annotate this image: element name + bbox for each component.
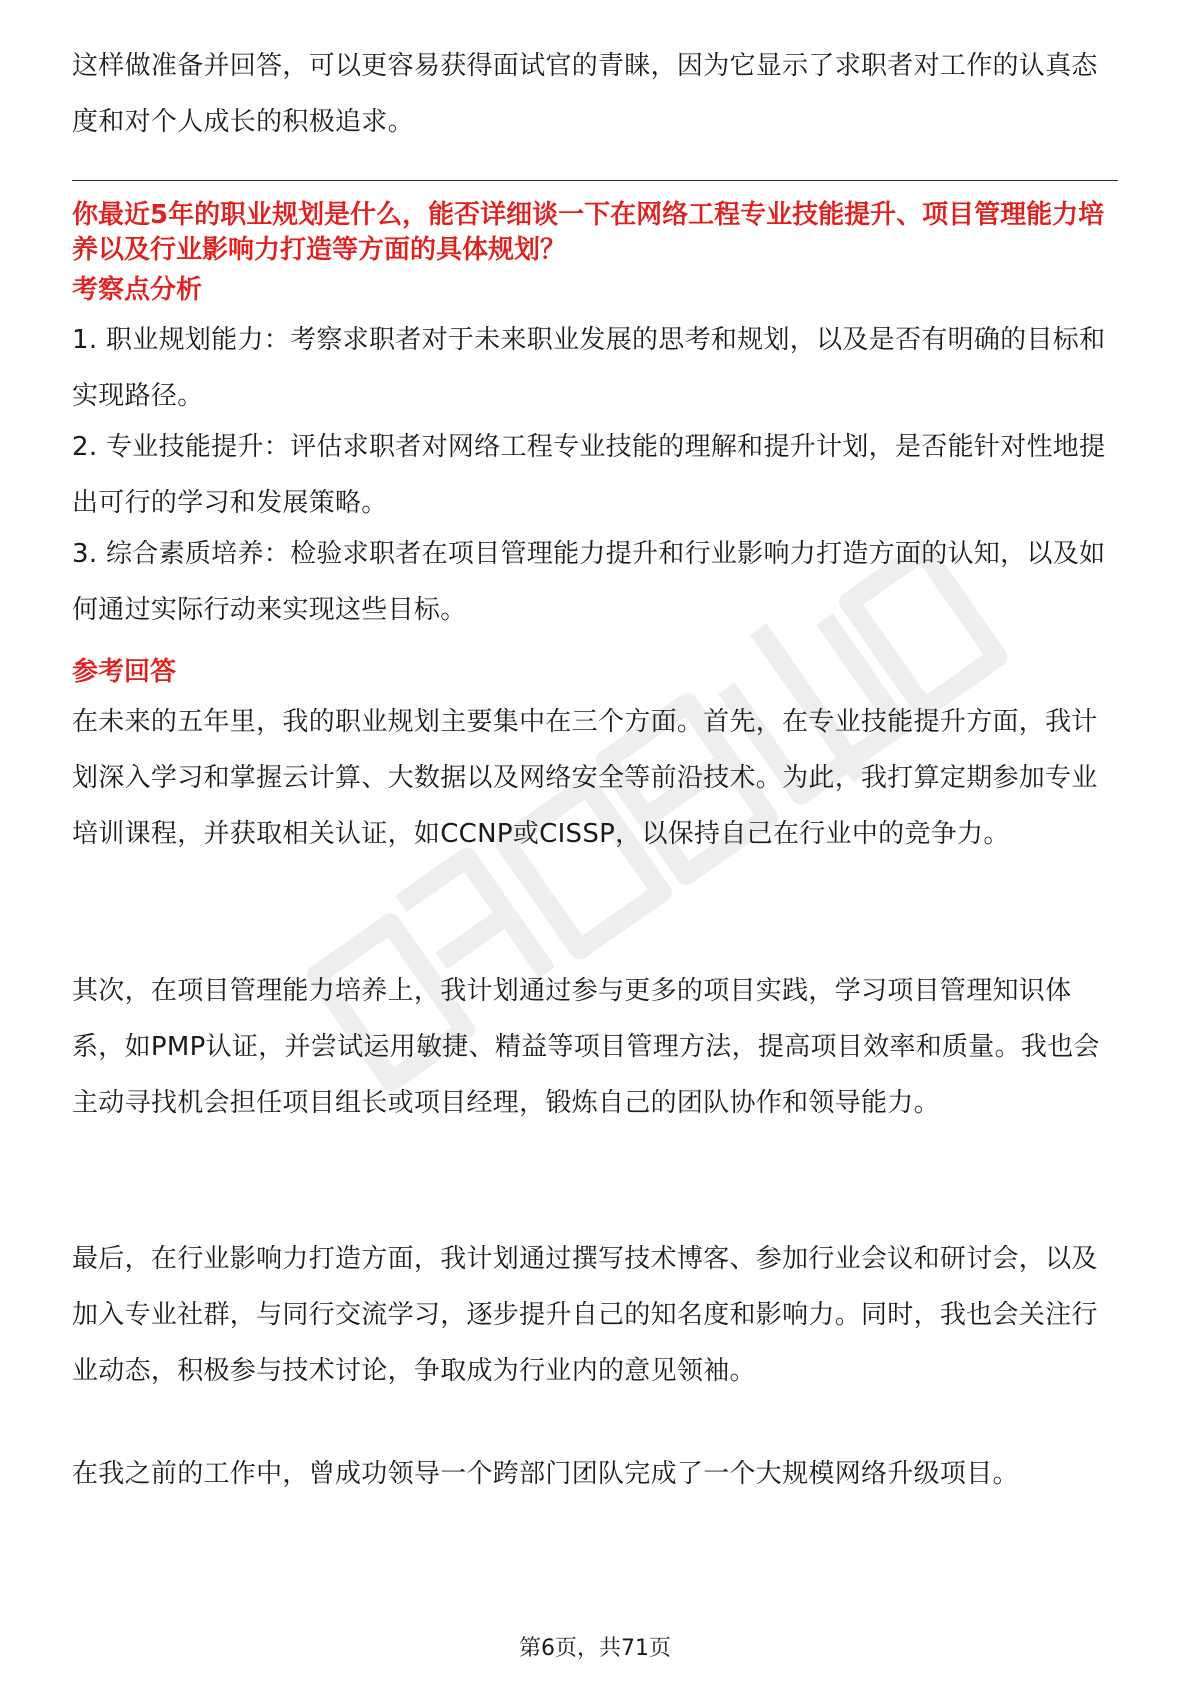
section-divider [72, 180, 1118, 181]
analysis-item-1: 1. 职业规划能力：考察求职者对于未来职业发展的思考和规划，以及是否有明确的目标和实现路径。 [72, 325, 1106, 411]
answer-paragraph-1: 在未来的五年里，我的职业规划主要集中在三个方面。首先，在专业技能提升方面，我计划深入学习和掌握云计算、大数据以及网络安全等前沿技术。为此，我打算定期参加专业培训课程，并获取相关认证，如CCNP或CISSP，以保持自己在行业中的竞争力。 [72, 707, 1098, 849]
answer-heading: 参考回答 [72, 657, 177, 687]
interview-question: 你最近5年的职业规划是什么，能否详细谈一下在网络工程专业技能提升、项目管理能力培养以及行业影响力打造等方面的具体规划？ [72, 200, 1105, 265]
analysis-item-3: 3. 综合素质培养：检验求职者在项目管理能力提升和行业影响力打造方面的认知，以及如何通过实际行动来实现这些目标。 [72, 539, 1106, 625]
analysis-item-2: 2. 专业技能提升：评估求职者对网络工程专业技能的理解和提升计划，是否能针对性地提出可行的学习和发展策略。 [72, 432, 1106, 518]
analysis-heading: 考察点分析 [72, 275, 203, 305]
answer-paragraph-2: 其次，在项目管理能力培养上，我计划通过参与更多的项目实践，学习项目管理知识体系，如PMP认证，并尝试运用敏捷、精益等项目管理方法，提高项目效率和质量。我也会主动寻找机会担任项目组长或项目经理，锻炼自己的团队协作和领导能力。 [72, 976, 1100, 1118]
intro-paragraph: 这样做准备并回答，可以更容易获得面试官的青睐，因为它显示了求职者对工作的认真态度和对个人成长的积极追求。 [72, 51, 1098, 137]
page [72, 0, 1118, 1684]
answer-paragraph-4: 在我之前的工作中，曾成功领导一个跨部门团队完成了一个大规模网络升级项目。 [72, 1459, 1019, 1489]
page-number: 第6页，共71页 [519, 1636, 671, 1661]
answer-paragraph-3: 最后，在行业影响力打造方面，我计划通过撰写技术博客、参加行业会议和研讨会，以及加入专业社群，与同行交流学习，逐步提升自己的知名度和影响力。同时，我也会关注行业动态，积极参与技术讨论，争取成为行业内的意见领袖。 [72, 1244, 1098, 1386]
